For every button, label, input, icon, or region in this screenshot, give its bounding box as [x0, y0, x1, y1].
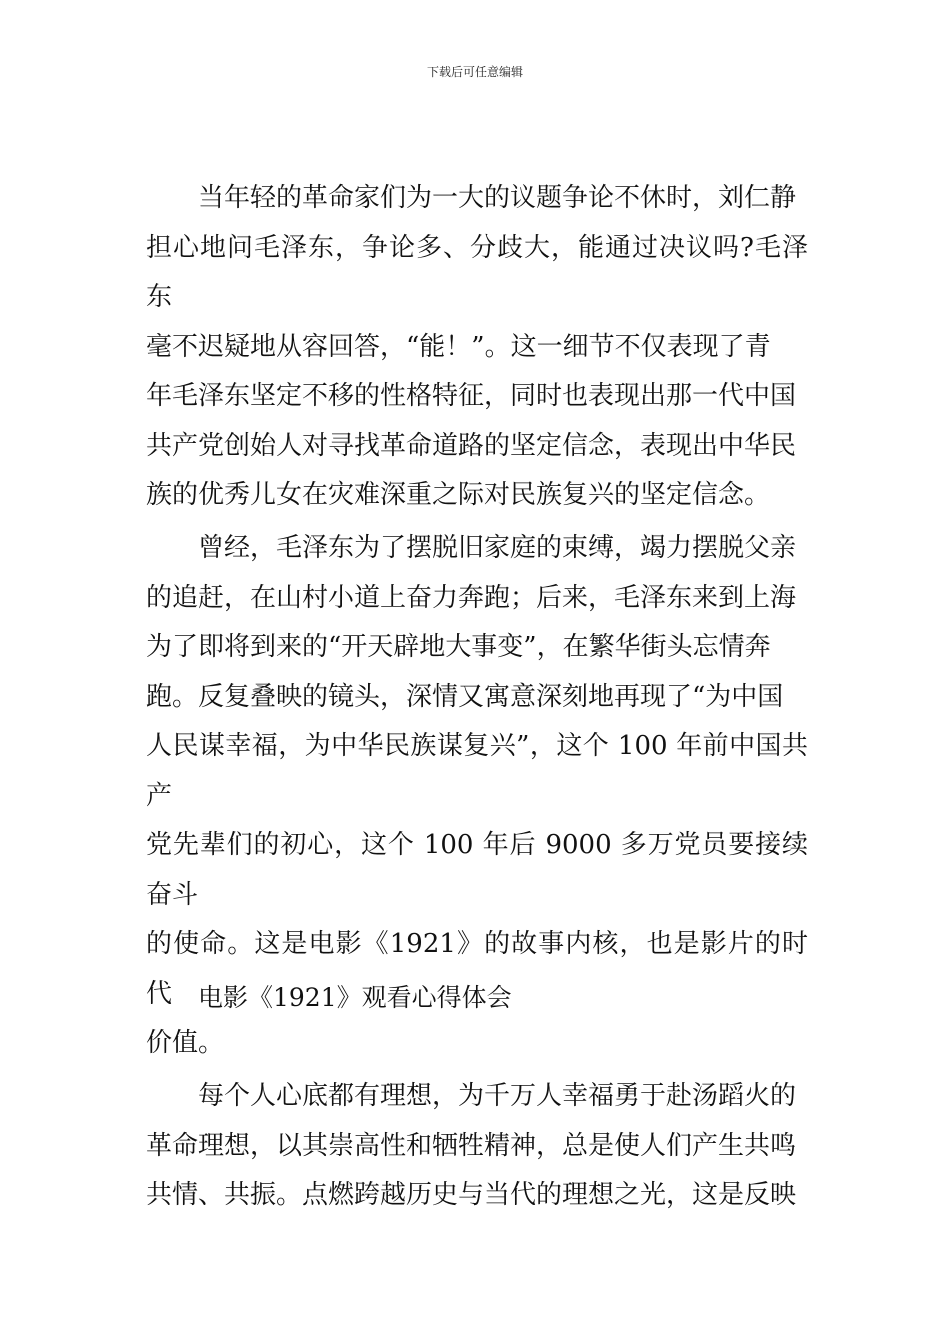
body-paragraph: 曾经，毛泽东为了摆脱旧家庭的束缚，竭力摆脱父亲 的追赶，在山村小道上奋力奔跑；后来，毛泽东来到上海 为了即将到来的“开天辟地大事变”，在繁华街头忘情奔 跑。反复叠映的镜头，深情又寓意深刻地再现了“为中国 人民谋幸福，为中华民族谋复兴”，这个 100 年前中国共产 党先辈们的初心，这个 100 年后 9000 多万党员要接续奋斗 的使命。这是电影《1921》的故事内核，也是影片的时代 价值。 [146, 533, 808, 1058]
body-paragraph: 每个人心底都有理想，为千万人幸福勇于赴汤蹈火的 革命理想，以其崇高性和牺牲精神，总是使人们产生共鸣 共情、共振。点燃跨越历史与当代的理想之光，这是反映 [146, 1081, 797, 1210]
body-paragraph: 当年轻的革命家们为一大的议题争论不休时，刘仁静 担心地问毛泽东，争论多、分歧大，能通过决议吗?毛泽东 毫不迟疑地从容回答，“能！”。这一细节不仅表现了青 年毛泽东坚定不移的性格特征，同时也表现出那一代中国 共产党创始人对寻找革命道路的坚定信念，表现出中华民 族的优秀儿女在灾难深重之际对民族复兴的坚定信念。 [146, 183, 808, 510]
section-heading: 电影《1921》观看心得体会 [198, 983, 512, 1012]
page-header: 下载后可任意编辑 [426, 65, 523, 79]
